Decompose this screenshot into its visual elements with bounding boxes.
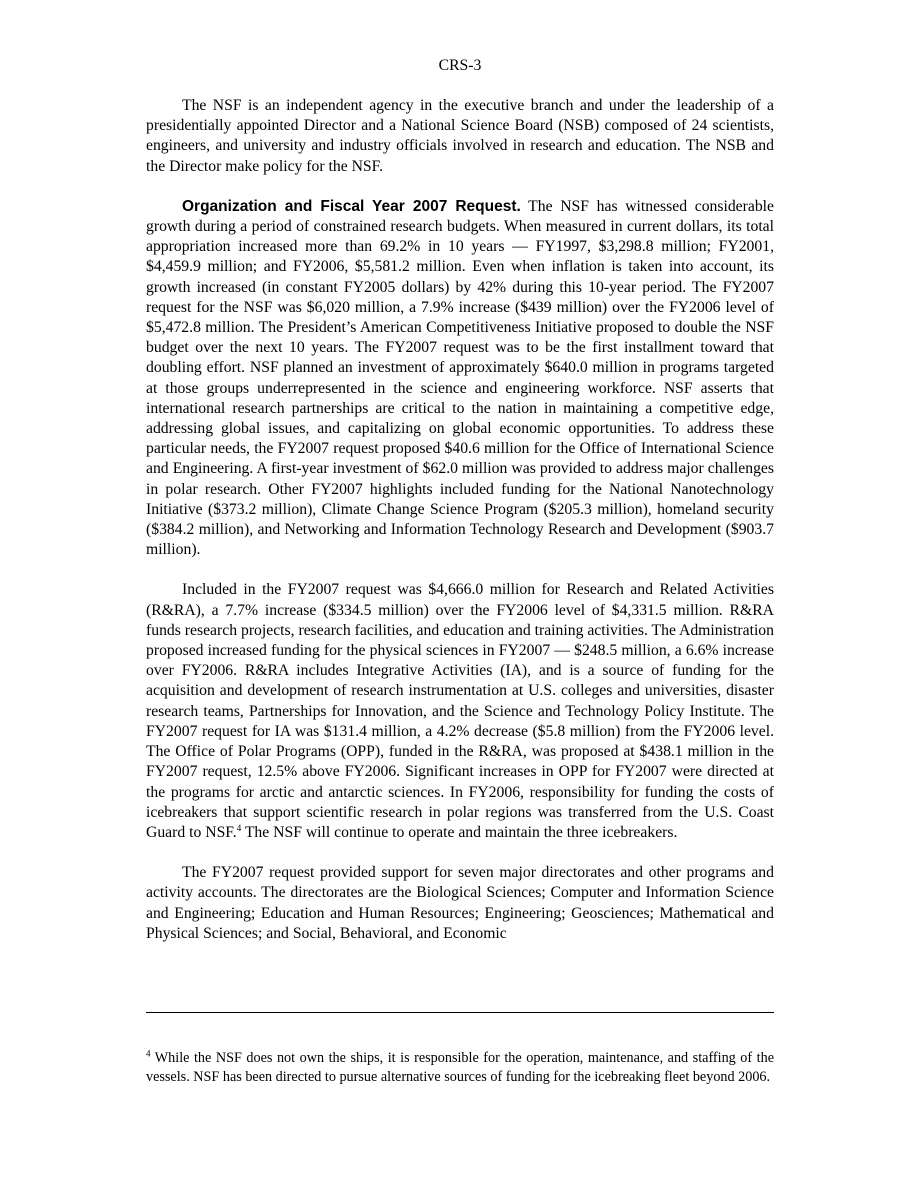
footnote-divider — [146, 1012, 774, 1013]
page-number-label: CRS-3 — [438, 57, 482, 74]
paragraph-nsf-overview — [146, 96, 774, 177]
paragraph-text: The NSF has witnessed considerable growth during a period of constrained research budgets. When measured in current dollars, its total appropriation increased more than 69.2% in 10 years — FY1997, $3,298.8 million; FY2001, $4,459.9 million; and FY2006, $5,581.2 million. Even when inflation is taken into account, its growth increased (in constant FY2005 dollars) by 42% during this 10-year period. The FY2007 request for the NSF was $6,020 million, a 7.9% increase ($439 million) over the FY2006 level of $5,472.8 million. The President’s American Competitiveness Initiative proposed to double the NSF budget over the next 10 years. The FY2007 request was to be the first installment toward that doubling effort. NSF planned an investment of approximately $640.0 million in programs targeted at those groups underrepresented in the science and engineering workforce. NSF asserts that international research partnerships are critical to the nation in maintaining a competitive edge, addressing global issues, and capitalizing on global economic opportunities. To address these particular needs, the FY2007 request proposed $40.6 million for the Office of International Science and Engineering. A first-year investment of $62.0 million was provided to address major challenges in polar research. Other FY2007 highlights included funding for the National Nanotechnology Initiative ($373.2 million), Climate Change Science Program ($205.3 million), homeland security ($384.2 million), and Networking and Information Technology Research and Development ($903.7 million). — [146, 197, 774, 559]
paragraph-research-related-activities — [146, 580, 774, 843]
footnote-4 — [146, 1049, 774, 1086]
paragraph-text: Included in the FY2007 request was $4,666.0 million for Research and Related Activities (R&RA), a 7.7% increase ($334.5 million) over the FY2006 level of $4,331.5 million. R&RA funds research projects, research facilities, and education and training activities. The Administration proposed increased funding for the physical sciences in FY2007 — $248.5 million, a 6.6% increase over FY2006. R&RA includes Integrative Activities (IA), and is a source of funding for the acquisition and development of research instrumentation at U.S. colleges and universities, disaster research teams, Partnerships for Innovation, and the Science and Technology Policy Institute. The FY2007 request for IA was $131.4 million, a 4.2% decrease ($5.8 million) from the FY2006 level. The Office of Polar Programs (OPP), funded in the R&RA, was proposed at $438.1 million in the FY2007 request, 12.5% above FY2006. Significant increases in OPP for FY2007 were directed at the programs for arctic and antarctic sciences. In FY2006, responsibility for funding the costs of icebreakers that support scientific research in polar regions was transferred from the U.S. Coast Guard to NSF. — [146, 581, 774, 841]
footnote-reference[interactable]: 4 — [236, 822, 242, 833]
footnote-text: While the NSF does not own the ships, it is responsible for the operation, maintenance, and staffing of the vessels. NSF has been directed to pursue alternative sources of funding for the icebreaking fleet beyond 2006. — [146, 1050, 774, 1085]
footnote — [146, 1049, 774, 1086]
page-header — [146, 56, 774, 76]
paragraph-organization-fy2007 — [146, 197, 774, 561]
paragraph-text-tail: The NSF will continue to operate and maintain the three icebreakers. — [241, 823, 678, 841]
body-text — [146, 96, 774, 964]
paragraph-directorates — [146, 863, 774, 944]
footnote-marker: 4 — [146, 1048, 151, 1059]
paragraph-text: The NSF is an independent agency in the executive branch and under the leadership of a presidentially appointed Director and a National Science Board (NSB) composed of 24 scientists, engineers, and university and industry officials involved in research and education. The NSB and the Director make policy for the NSF. — [146, 97, 774, 175]
paragraph-text: The FY2007 request provided support for seven major directorates and other programs and activity accounts. The directorates are the Biological Sciences; Computer and Information Science and Engineering; Education and Human Resources; Engineering; Geosciences; Mathematical and Physical Sciences; and Social, Behavioral, and Economic — [146, 864, 774, 942]
section-heading: Organization and Fiscal Year 2007 Request. — [182, 197, 521, 215]
